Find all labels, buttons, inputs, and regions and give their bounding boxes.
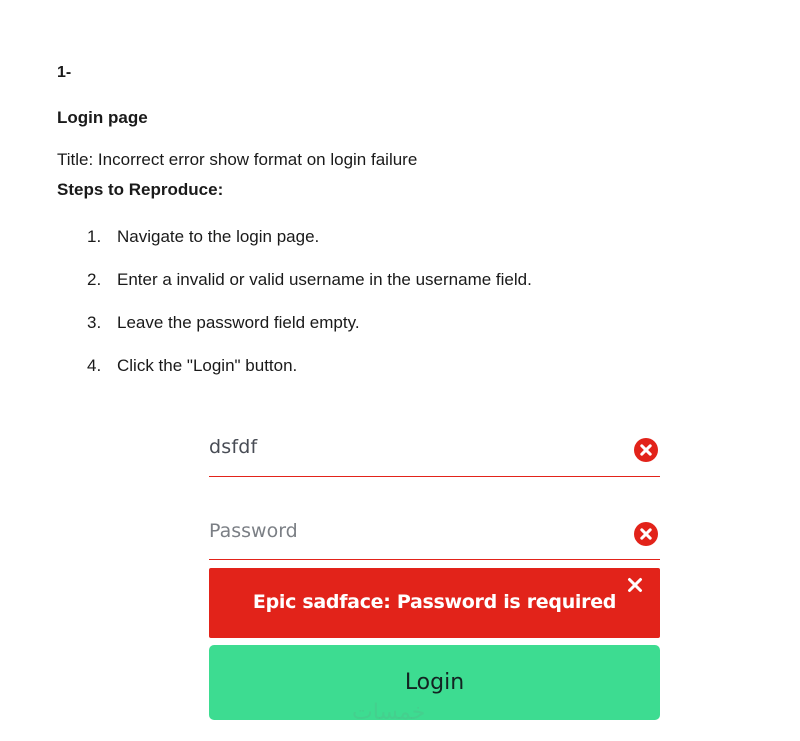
login-button[interactable]: Login [209,645,660,720]
section-number: 1- [57,64,72,81]
password-placeholder: Password [209,520,298,542]
steps-heading: Steps to Reproduce: [57,180,224,199]
list-item [87,269,532,312]
list-item [87,355,532,398]
steps-list [87,226,532,398]
watermark-logo: خمسات [352,700,426,725]
step-number: 4. [87,356,102,375]
error-circle-x-icon [634,438,658,462]
step-text: Navigate to the login page. [117,227,320,246]
bug-title: Title: Incorrect error show format on login failure [57,150,418,169]
step-text: Leave the password field empty. [117,313,360,332]
username-value: dsfdf [209,436,258,458]
step-number: 1. [87,227,102,246]
error-message: Epic sadface: Password is required [252,591,617,613]
error-circle-x-icon [634,522,658,546]
list-item [87,312,532,355]
step-number: 3. [87,313,102,332]
password-field[interactable] [209,504,660,560]
error-message-banner [209,568,660,638]
section-heading: Login page [57,108,148,127]
username-field[interactable] [209,420,660,477]
step-number: 2. [87,270,102,289]
step-text: Enter a invalid or valid username in the username field. [117,270,532,289]
login-form-screenshot [209,420,660,720]
close-icon[interactable] [626,576,644,594]
list-item [87,226,532,269]
step-text: Click the "Login" button. [117,356,298,375]
